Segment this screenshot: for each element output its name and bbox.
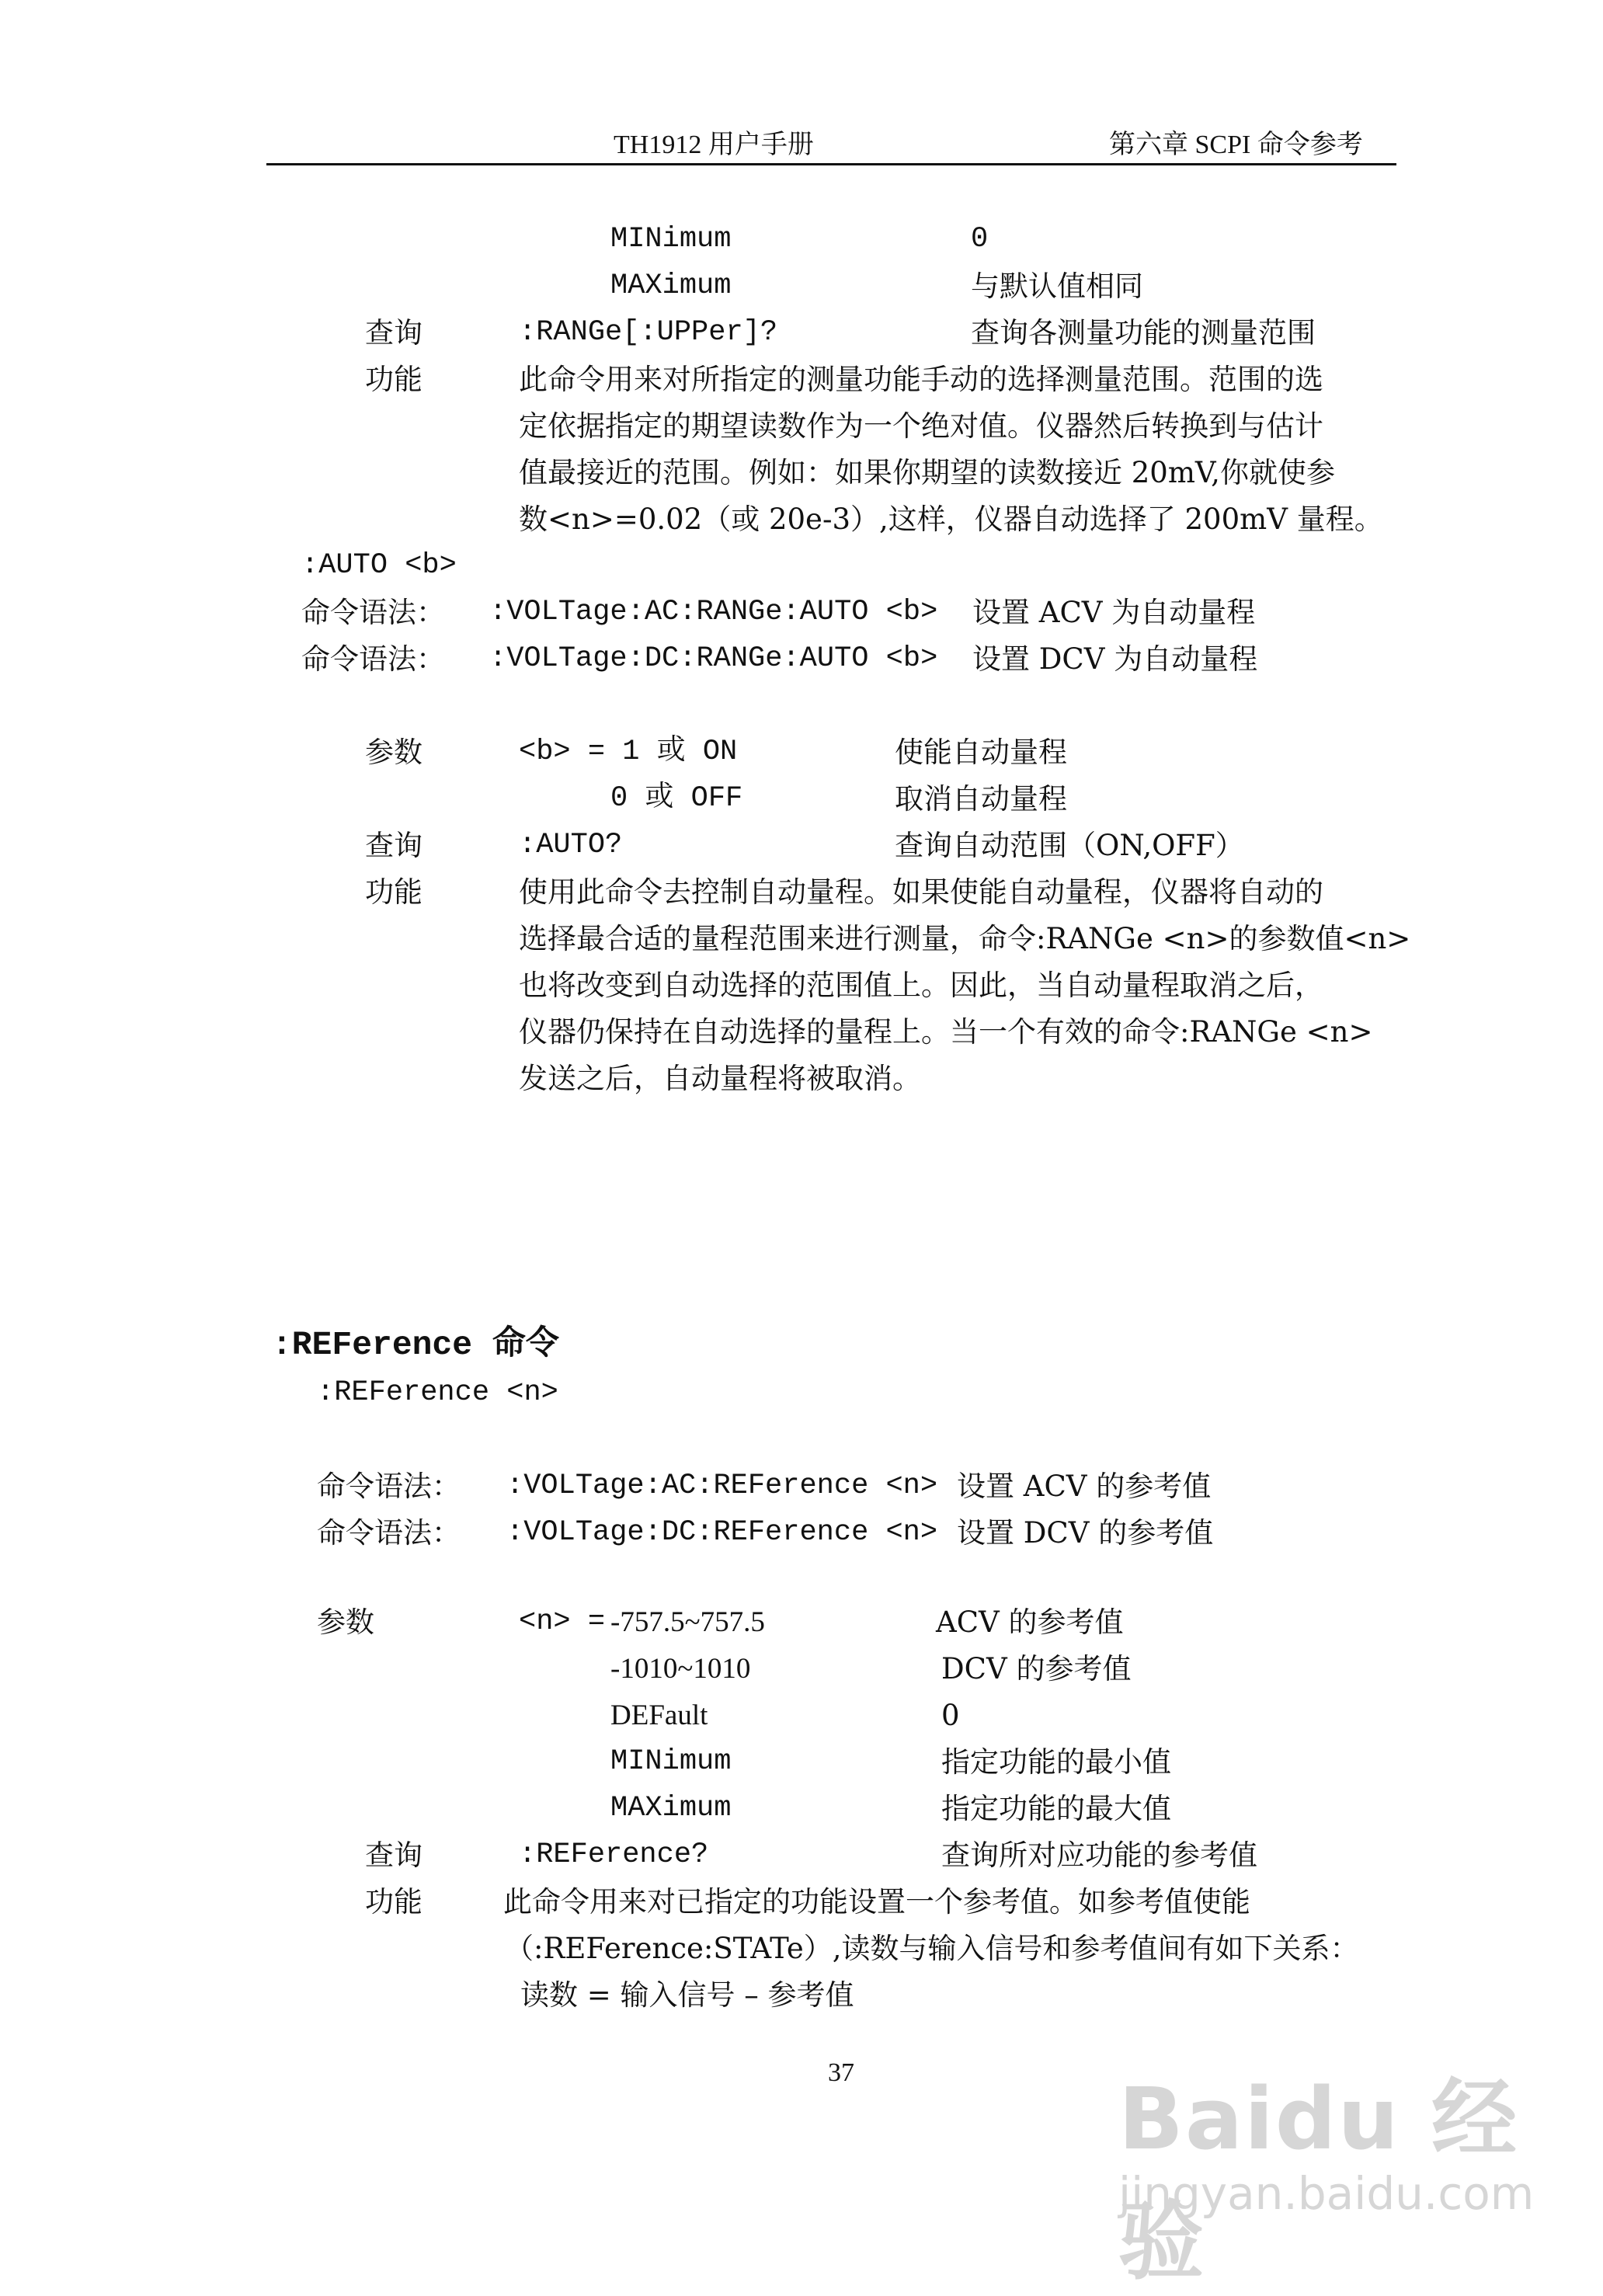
range-query-description: 查询各测量功能的测量范围 <box>971 316 1316 350</box>
auto-param-off: 0 或 OFF <box>610 782 743 815</box>
range-query-label: 查询 <box>365 316 422 350</box>
range-function-label: 功能 <box>365 363 422 396</box>
range-min-label: MINimum <box>610 223 732 256</box>
reference-param-description: DCV 的参考值 <box>941 1652 1132 1685</box>
reference-param-prefix: <n> = <box>519 1605 606 1638</box>
reference-subtitle: :REFerence <n> <box>317 1376 558 1409</box>
range-function-line: 此命令用来对所指定的测量功能手动的选择测量范围。范围的选 <box>519 363 1323 396</box>
reference-param-description: ACV 的参考值 <box>936 1605 1124 1639</box>
reference-query-command: :REFerence? <box>519 1839 709 1871</box>
range-function-line: 值最接近的范围。例如：如果你期望的读数接近 20mV,你就使参 <box>519 456 1335 489</box>
reference-param-value: -1010~1010 <box>610 1653 751 1685</box>
auto-query-description: 查询自动范围（ON,OFF） <box>895 829 1244 862</box>
range-max-label: MAXimum <box>610 270 732 302</box>
reference-syntax-label: 命令语法： <box>317 1516 461 1550</box>
page-number: 37 <box>828 2058 854 2087</box>
auto-param-label: 参数 <box>365 736 422 769</box>
auto-syntax-description: 设置 DCV 为自动量程 <box>972 642 1258 676</box>
baidu-watermark-logo: Baidu 经验 <box>1118 2069 1519 2291</box>
auto-param-off-description: 取消自动量程 <box>895 782 1067 816</box>
reference-function-line: 读数 = 输入信号 – 参考值 <box>520 1978 854 2012</box>
reference-syntax-description: 设置 ACV 的参考值 <box>957 1470 1212 1503</box>
reference-param-value: MAXimum <box>610 1792 732 1825</box>
auto-title: :AUTO <b> <box>301 549 457 582</box>
auto-syntax-description: 设置 ACV 为自动量程 <box>972 596 1256 629</box>
range-min-value: 0 <box>971 223 989 256</box>
reference-param-description: 指定功能的最小值 <box>941 1745 1171 1779</box>
reference-syntax-label: 命令语法： <box>317 1470 461 1503</box>
reference-syntax-command: :VOLTage:AC:REFerence <n> <box>506 1470 938 1502</box>
range-query-command: :RANGe[:UPPer]? <box>519 316 778 349</box>
range-function-line: 定依据指定的期望读数作为一个绝对值。仪器然后转换到与估计 <box>519 409 1323 443</box>
reference-function-line: 此命令用来对已指定的功能设置一个参考值。如参考值使能 <box>503 1885 1250 1919</box>
reference-function-label: 功能 <box>365 1885 422 1919</box>
reference-param-description: 指定功能的最大值 <box>941 1792 1171 1825</box>
auto-syntax-label: 命令语法： <box>301 596 445 629</box>
auto-function-line: 选择最合适的量程范围来进行测量，命令:RANGe <n>的参数值<n> <box>519 922 1411 955</box>
auto-function-label: 功能 <box>365 875 422 909</box>
reference-syntax-description: 设置 DCV 的参考值 <box>957 1516 1214 1550</box>
header-chapter: 第六章 SCPI 命令参考 <box>1109 130 1363 159</box>
auto-syntax-label: 命令语法： <box>301 642 445 676</box>
auto-param-on: <b> = 1 或 ON <box>519 736 738 768</box>
auto-function-line: 也将改变到自动选择的范围值上。因此，当自动量程取消之后， <box>519 969 1323 1002</box>
reference-param-label: 参数 <box>317 1605 374 1639</box>
baidu-watermark-url: jingyan.baidu.com <box>1118 2167 1535 2220</box>
header-rule <box>266 163 1396 165</box>
reference-param-value: -757.5~757.5 <box>610 1606 765 1638</box>
reference-param-description: 0 <box>941 1699 960 1732</box>
header-title: TH1912 用户手册 <box>614 130 814 159</box>
reference-syntax-command: :VOLTage:DC:REFerence <n> <box>506 1516 938 1549</box>
reference-param-value: DEFault <box>610 1699 708 1731</box>
range-max-value: 与默认值相同 <box>971 270 1143 303</box>
reference-query-label: 查询 <box>365 1839 422 1872</box>
auto-function-line: 仪器仍保持在自动选择的量程上。当一个有效的命令:RANGe <n> <box>519 1015 1373 1049</box>
reference-param-value: MINimum <box>610 1745 732 1778</box>
auto-param-on-description: 使能自动量程 <box>895 736 1067 769</box>
reference-query-description: 查询所对应功能的参考值 <box>941 1839 1257 1872</box>
auto-query-command: :AUTO? <box>519 829 623 861</box>
reference-function-line: （:REFerence:STATe）,读数与输入信号和参考值间有如下关系： <box>505 1932 1359 1965</box>
auto-query-label: 查询 <box>365 829 422 862</box>
auto-syntax-command: :VOLTage:AC:RANGe:AUTO <b> <box>489 596 938 628</box>
auto-function-line: 使用此命令去控制自动量程。如果使能自动量程，仪器将自动的 <box>519 875 1323 909</box>
auto-syntax-command: :VOLTage:DC:RANGe:AUTO <b> <box>489 642 938 675</box>
reference-section-title: :REFerence 命令 <box>272 1326 559 1364</box>
auto-function-line: 发送之后，自动量程将被取消。 <box>519 1062 921 1095</box>
range-function-line: 数<n>=0.02（或 20e-3）,这样，仪器自动选择了 200mV 量程。 <box>519 503 1383 536</box>
